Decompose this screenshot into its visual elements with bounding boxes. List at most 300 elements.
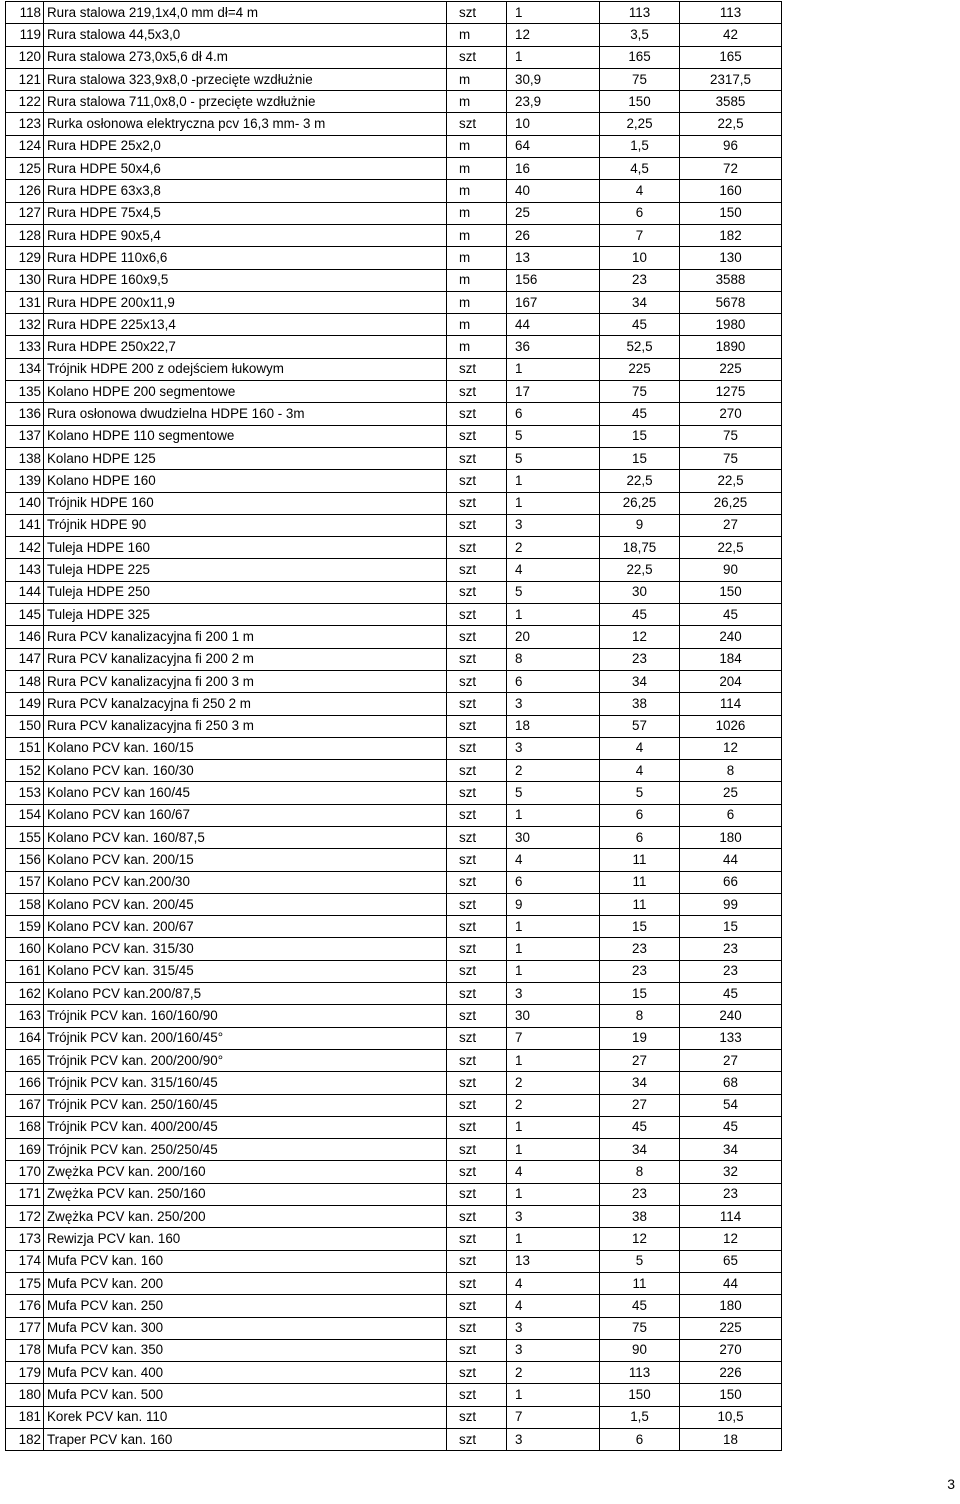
table-row (6, 804, 782, 826)
quantity-cell: 1 (507, 916, 600, 938)
total-cell: 90 (680, 559, 782, 581)
table-row (6, 1027, 782, 1049)
item-name-cell: Rura HDPE 25x2,0 (44, 135, 447, 157)
table-row (6, 1049, 782, 1071)
quantity-cell: 64 (507, 135, 600, 157)
unit-cell: szt (447, 826, 507, 848)
table-row (6, 470, 782, 492)
table-row (6, 1429, 782, 1451)
item-name-cell: Rura PCV kanalizacyjna fi 250 3 m (44, 715, 447, 737)
table-row (6, 1228, 782, 1250)
row-number-cell: 152 (6, 760, 44, 782)
total-cell: 23 (680, 938, 782, 960)
row-number-cell: 139 (6, 470, 44, 492)
table-row (6, 1094, 782, 1116)
total-cell: 34 (680, 1139, 782, 1161)
row-number-cell: 163 (6, 1005, 44, 1027)
quantity-cell: 30,9 (507, 68, 600, 90)
unit-price-cell: 150 (600, 91, 680, 113)
quantity-cell: 30 (507, 826, 600, 848)
unit-price-cell: 45 (600, 1295, 680, 1317)
table-row (6, 1005, 782, 1027)
unit-price-cell: 45 (600, 314, 680, 336)
item-name-cell: Trójnik PCV kan. 400/200/45 (44, 1116, 447, 1138)
unit-cell: szt (447, 447, 507, 469)
unit-price-cell: 23 (600, 269, 680, 291)
unit-price-cell: 23 (600, 648, 680, 670)
row-number-cell: 180 (6, 1384, 44, 1406)
item-name-cell: Kolano HDPE 110 segmentowe (44, 425, 447, 447)
item-name-cell: Kolano HDPE 125 (44, 447, 447, 469)
inventory-table (5, 1, 782, 1451)
item-name-cell: Rura stalowa 711,0x8,0 - przecięte wzdłużnie (44, 91, 447, 113)
unit-cell: szt (447, 960, 507, 982)
table-row (6, 916, 782, 938)
item-name-cell: Mufa PCV kan. 350 (44, 1339, 447, 1361)
row-number-cell: 143 (6, 559, 44, 581)
unit-price-cell: 57 (600, 715, 680, 737)
unit-price-cell: 22,5 (600, 470, 680, 492)
row-number-cell: 171 (6, 1183, 44, 1205)
row-number-cell: 127 (6, 202, 44, 224)
unit-price-cell: 12 (600, 1228, 680, 1250)
quantity-cell: 13 (507, 247, 600, 269)
unit-price-cell: 23 (600, 938, 680, 960)
row-number-cell: 159 (6, 916, 44, 938)
total-cell: 114 (680, 693, 782, 715)
item-name-cell: Trójnik HDPE 90 (44, 514, 447, 536)
unit-price-cell: 165 (600, 46, 680, 68)
row-number-cell: 153 (6, 782, 44, 804)
quantity-cell: 8 (507, 648, 600, 670)
row-number-cell: 157 (6, 871, 44, 893)
table-row (6, 135, 782, 157)
table-row (6, 381, 782, 403)
unit-cell: szt (447, 1406, 507, 1428)
total-cell: 6 (680, 804, 782, 826)
item-name-cell: Tuleja HDPE 325 (44, 604, 447, 626)
unit-cell: szt (447, 648, 507, 670)
unit-price-cell: 4 (600, 180, 680, 202)
item-name-cell: Trójnik PCV kan. 200/200/90° (44, 1049, 447, 1071)
table-row (6, 46, 782, 68)
row-number-cell: 154 (6, 804, 44, 826)
row-number-cell: 160 (6, 938, 44, 960)
item-name-cell: Rura HDPE 250x22,7 (44, 336, 447, 358)
unit-cell: szt (447, 537, 507, 559)
quantity-cell: 20 (507, 626, 600, 648)
unit-cell: szt (447, 1027, 507, 1049)
item-name-cell: Kolano PCV kan.200/87,5 (44, 983, 447, 1005)
total-cell: 75 (680, 425, 782, 447)
table-row (6, 1339, 782, 1361)
total-cell: 22,5 (680, 470, 782, 492)
table-row (6, 826, 782, 848)
unit-cell: szt (447, 46, 507, 68)
row-number-cell: 158 (6, 893, 44, 915)
row-number-cell: 148 (6, 670, 44, 692)
item-name-cell: Kolano PCV kan 160/67 (44, 804, 447, 826)
unit-cell: szt (447, 358, 507, 380)
unit-cell: szt (447, 113, 507, 135)
item-name-cell: Mufa PCV kan. 400 (44, 1362, 447, 1384)
unit-cell: szt (447, 938, 507, 960)
item-name-cell: Zwężka PCV kan. 250/160 (44, 1183, 447, 1205)
quantity-cell: 9 (507, 893, 600, 915)
item-name-cell: Rura PCV kanalzacyjna fi 250 2 m (44, 693, 447, 715)
table-row (6, 1317, 782, 1339)
table-row (6, 670, 782, 692)
row-number-cell: 165 (6, 1049, 44, 1071)
table-row (6, 760, 782, 782)
quantity-cell: 17 (507, 381, 600, 403)
item-name-cell: Rura HDPE 160x9,5 (44, 269, 447, 291)
unit-cell: szt (447, 871, 507, 893)
unit-price-cell: 45 (600, 1116, 680, 1138)
total-cell: 3585 (680, 91, 782, 113)
table-row (6, 68, 782, 90)
quantity-cell: 36 (507, 336, 600, 358)
table-row (6, 1272, 782, 1294)
row-number-cell: 118 (6, 2, 44, 24)
quantity-cell: 1 (507, 938, 600, 960)
unit-price-cell: 34 (600, 1139, 680, 1161)
row-number-cell: 176 (6, 1295, 44, 1317)
total-cell: 182 (680, 224, 782, 246)
quantity-cell: 1 (507, 804, 600, 826)
row-number-cell: 140 (6, 492, 44, 514)
total-cell: 150 (680, 581, 782, 603)
unit-price-cell: 2,25 (600, 113, 680, 135)
table-row (6, 715, 782, 737)
quantity-cell: 2 (507, 537, 600, 559)
item-name-cell: Mufa PCV kan. 300 (44, 1317, 447, 1339)
table-row (6, 447, 782, 469)
total-cell: 240 (680, 1005, 782, 1027)
total-cell: 42 (680, 24, 782, 46)
unit-price-cell: 34 (600, 1072, 680, 1094)
row-number-cell: 128 (6, 224, 44, 246)
unit-price-cell: 11 (600, 1272, 680, 1294)
quantity-cell: 3 (507, 1429, 600, 1451)
table-row (6, 737, 782, 759)
table-row (6, 893, 782, 915)
table-row (6, 336, 782, 358)
quantity-cell: 30 (507, 1005, 600, 1027)
quantity-cell: 1 (507, 2, 600, 24)
unit-price-cell: 52,5 (600, 336, 680, 358)
unit-cell: szt (447, 1272, 507, 1294)
quantity-cell: 7 (507, 1406, 600, 1428)
unit-cell: m (447, 135, 507, 157)
item-name-cell: Kolano PCV kan. 200/45 (44, 893, 447, 915)
unit-cell: szt (447, 1094, 507, 1116)
table-row (6, 604, 782, 626)
unit-price-cell: 12 (600, 626, 680, 648)
unit-price-cell: 75 (600, 1317, 680, 1339)
unit-cell: szt (447, 381, 507, 403)
unit-price-cell: 23 (600, 960, 680, 982)
unit-cell: szt (447, 2, 507, 24)
unit-price-cell: 4 (600, 760, 680, 782)
unit-cell: szt (447, 782, 507, 804)
row-number-cell: 122 (6, 91, 44, 113)
total-cell: 240 (680, 626, 782, 648)
unit-price-cell: 45 (600, 403, 680, 425)
unit-price-cell: 7 (600, 224, 680, 246)
unit-cell: szt (447, 849, 507, 871)
row-number-cell: 178 (6, 1339, 44, 1361)
quantity-cell: 3 (507, 1317, 600, 1339)
table-row (6, 224, 782, 246)
table-row (6, 1406, 782, 1428)
unit-price-cell: 75 (600, 68, 680, 90)
table-row (6, 849, 782, 871)
total-cell: 10,5 (680, 1406, 782, 1428)
unit-price-cell: 22,5 (600, 559, 680, 581)
total-cell: 72 (680, 158, 782, 180)
unit-price-cell: 30 (600, 581, 680, 603)
page-number: 3 (947, 1476, 955, 1492)
quantity-cell: 44 (507, 314, 600, 336)
item-name-cell: Kolano PCV kan. 315/45 (44, 960, 447, 982)
unit-price-cell: 5 (600, 1250, 680, 1272)
quantity-cell: 5 (507, 581, 600, 603)
unit-price-cell: 113 (600, 2, 680, 24)
unit-price-cell: 26,25 (600, 492, 680, 514)
unit-price-cell: 4,5 (600, 158, 680, 180)
item-name-cell: Rura stalowa 273,0x5,6 dł 4.m (44, 46, 447, 68)
table-row (6, 425, 782, 447)
item-name-cell: Rurka osłonowa elektryczna pcv 16,3 mm- 3 m (44, 113, 447, 135)
unit-cell: szt (447, 1362, 507, 1384)
unit-price-cell: 11 (600, 871, 680, 893)
table-row (6, 1183, 782, 1205)
quantity-cell: 3 (507, 737, 600, 759)
quantity-cell: 1 (507, 1139, 600, 1161)
total-cell: 1890 (680, 336, 782, 358)
total-cell: 45 (680, 604, 782, 626)
unit-cell: szt (447, 1161, 507, 1183)
row-number-cell: 155 (6, 826, 44, 848)
unit-cell: szt (447, 670, 507, 692)
table-row (6, 314, 782, 336)
unit-cell: szt (447, 983, 507, 1005)
item-name-cell: Trójnik PCV kan. 250/250/45 (44, 1139, 447, 1161)
table-row (6, 1384, 782, 1406)
table-row (6, 180, 782, 202)
table-row (6, 247, 782, 269)
unit-cell: szt (447, 1384, 507, 1406)
unit-cell: m (447, 24, 507, 46)
total-cell: 27 (680, 514, 782, 536)
item-name-cell: Rura PCV kanalizacyjna fi 200 3 m (44, 670, 447, 692)
table-row (6, 581, 782, 603)
total-cell: 44 (680, 849, 782, 871)
item-name-cell: Kolano HDPE 200 segmentowe (44, 381, 447, 403)
unit-price-cell: 3,5 (600, 24, 680, 46)
unit-cell: szt (447, 492, 507, 514)
unit-cell: szt (447, 1049, 507, 1071)
table-row (6, 1161, 782, 1183)
table-row (6, 158, 782, 180)
quantity-cell: 3 (507, 983, 600, 1005)
row-number-cell: 120 (6, 46, 44, 68)
unit-price-cell: 23 (600, 1183, 680, 1205)
total-cell: 130 (680, 247, 782, 269)
item-name-cell: Traper PCV kan. 160 (44, 1429, 447, 1451)
table-row (6, 1072, 782, 1094)
total-cell: 165 (680, 46, 782, 68)
item-name-cell: Rura stalowa 219,1x4,0 mm dł=4 m (44, 2, 447, 24)
quantity-cell: 12 (507, 24, 600, 46)
quantity-cell: 2 (507, 1072, 600, 1094)
row-number-cell: 144 (6, 581, 44, 603)
quantity-cell: 1 (507, 492, 600, 514)
total-cell: 22,5 (680, 113, 782, 135)
total-cell: 2317,5 (680, 68, 782, 90)
item-name-cell: Rura HDPE 225x13,4 (44, 314, 447, 336)
unit-cell: szt (447, 1183, 507, 1205)
unit-cell: szt (447, 604, 507, 626)
row-number-cell: 182 (6, 1429, 44, 1451)
row-number-cell: 149 (6, 693, 44, 715)
item-name-cell: Rura HDPE 90x5,4 (44, 224, 447, 246)
total-cell: 1980 (680, 314, 782, 336)
unit-cell: m (447, 314, 507, 336)
row-number-cell: 126 (6, 180, 44, 202)
total-cell: 1275 (680, 381, 782, 403)
unit-cell: m (447, 68, 507, 90)
total-cell: 23 (680, 960, 782, 982)
unit-price-cell: 6 (600, 1429, 680, 1451)
total-cell: 113 (680, 2, 782, 24)
item-name-cell: Tuleja HDPE 225 (44, 559, 447, 581)
row-number-cell: 119 (6, 24, 44, 46)
item-name-cell: Zwężka PCV kan. 200/160 (44, 1161, 447, 1183)
row-number-cell: 141 (6, 514, 44, 536)
unit-cell: m (447, 180, 507, 202)
item-name-cell: Tuleja HDPE 250 (44, 581, 447, 603)
unit-price-cell: 6 (600, 202, 680, 224)
quantity-cell: 40 (507, 180, 600, 202)
unit-price-cell: 75 (600, 381, 680, 403)
unit-price-cell: 45 (600, 604, 680, 626)
table-row (6, 648, 782, 670)
total-cell: 27 (680, 1049, 782, 1071)
unit-price-cell: 15 (600, 425, 680, 447)
table-row (6, 1295, 782, 1317)
unit-price-cell: 6 (600, 804, 680, 826)
table-row (6, 492, 782, 514)
row-number-cell: 164 (6, 1027, 44, 1049)
total-cell: 8 (680, 760, 782, 782)
unit-price-cell: 34 (600, 670, 680, 692)
unit-price-cell: 90 (600, 1339, 680, 1361)
quantity-cell: 4 (507, 559, 600, 581)
unit-price-cell: 113 (600, 1362, 680, 1384)
unit-price-cell: 19 (600, 1027, 680, 1049)
item-name-cell: Zwężka PCV kan. 250/200 (44, 1206, 447, 1228)
unit-price-cell: 9 (600, 514, 680, 536)
quantity-cell: 13 (507, 1250, 600, 1272)
item-name-cell: Rura stalowa 44,5x3,0 (44, 24, 447, 46)
quantity-cell: 6 (507, 871, 600, 893)
item-name-cell: Trójnik HDPE 160 (44, 492, 447, 514)
unit-price-cell: 15 (600, 983, 680, 1005)
unit-cell: szt (447, 916, 507, 938)
total-cell: 5678 (680, 291, 782, 313)
row-number-cell: 133 (6, 336, 44, 358)
unit-price-cell: 8 (600, 1161, 680, 1183)
unit-cell: m (447, 224, 507, 246)
table-row (6, 1362, 782, 1384)
row-number-cell: 173 (6, 1228, 44, 1250)
quantity-cell: 2 (507, 1362, 600, 1384)
table-row (6, 2, 782, 24)
total-cell: 226 (680, 1362, 782, 1384)
row-number-cell: 135 (6, 381, 44, 403)
item-name-cell: Trójnik PCV kan. 160/160/90 (44, 1005, 447, 1027)
item-name-cell: Kolano PCV kan. 200/15 (44, 849, 447, 871)
quantity-cell: 4 (507, 849, 600, 871)
unit-price-cell: 150 (600, 1384, 680, 1406)
unit-cell: szt (447, 1005, 507, 1027)
unit-price-cell: 38 (600, 693, 680, 715)
unit-cell: szt (447, 470, 507, 492)
total-cell: 22,5 (680, 537, 782, 559)
total-cell: 270 (680, 403, 782, 425)
quantity-cell: 26 (507, 224, 600, 246)
total-cell: 150 (680, 202, 782, 224)
unit-cell: szt (447, 559, 507, 581)
total-cell: 65 (680, 1250, 782, 1272)
table-row (6, 1139, 782, 1161)
total-cell: 270 (680, 1339, 782, 1361)
unit-cell: szt (447, 1206, 507, 1228)
unit-price-cell: 10 (600, 247, 680, 269)
row-number-cell: 121 (6, 68, 44, 90)
quantity-cell: 4 (507, 1161, 600, 1183)
table-row (6, 983, 782, 1005)
item-name-cell: Rura HDPE 50x4,6 (44, 158, 447, 180)
quantity-cell: 3 (507, 1206, 600, 1228)
unit-cell: m (447, 91, 507, 113)
row-number-cell: 167 (6, 1094, 44, 1116)
row-number-cell: 147 (6, 648, 44, 670)
quantity-cell: 156 (507, 269, 600, 291)
row-number-cell: 137 (6, 425, 44, 447)
row-number-cell: 175 (6, 1272, 44, 1294)
unit-price-cell: 1,5 (600, 135, 680, 157)
row-number-cell: 134 (6, 358, 44, 380)
table-row (6, 403, 782, 425)
total-cell: 12 (680, 1228, 782, 1250)
row-number-cell: 130 (6, 269, 44, 291)
row-number-cell: 124 (6, 135, 44, 157)
table-row (6, 1206, 782, 1228)
row-number-cell: 181 (6, 1406, 44, 1428)
row-number-cell: 166 (6, 1072, 44, 1094)
item-name-cell: Kolano HDPE 160 (44, 470, 447, 492)
unit-cell: szt (447, 1250, 507, 1272)
item-name-cell: Trójnik PCV kan. 315/160/45 (44, 1072, 447, 1094)
quantity-cell: 1 (507, 46, 600, 68)
row-number-cell: 129 (6, 247, 44, 269)
row-number-cell: 170 (6, 1161, 44, 1183)
total-cell: 54 (680, 1094, 782, 1116)
total-cell: 45 (680, 1116, 782, 1138)
